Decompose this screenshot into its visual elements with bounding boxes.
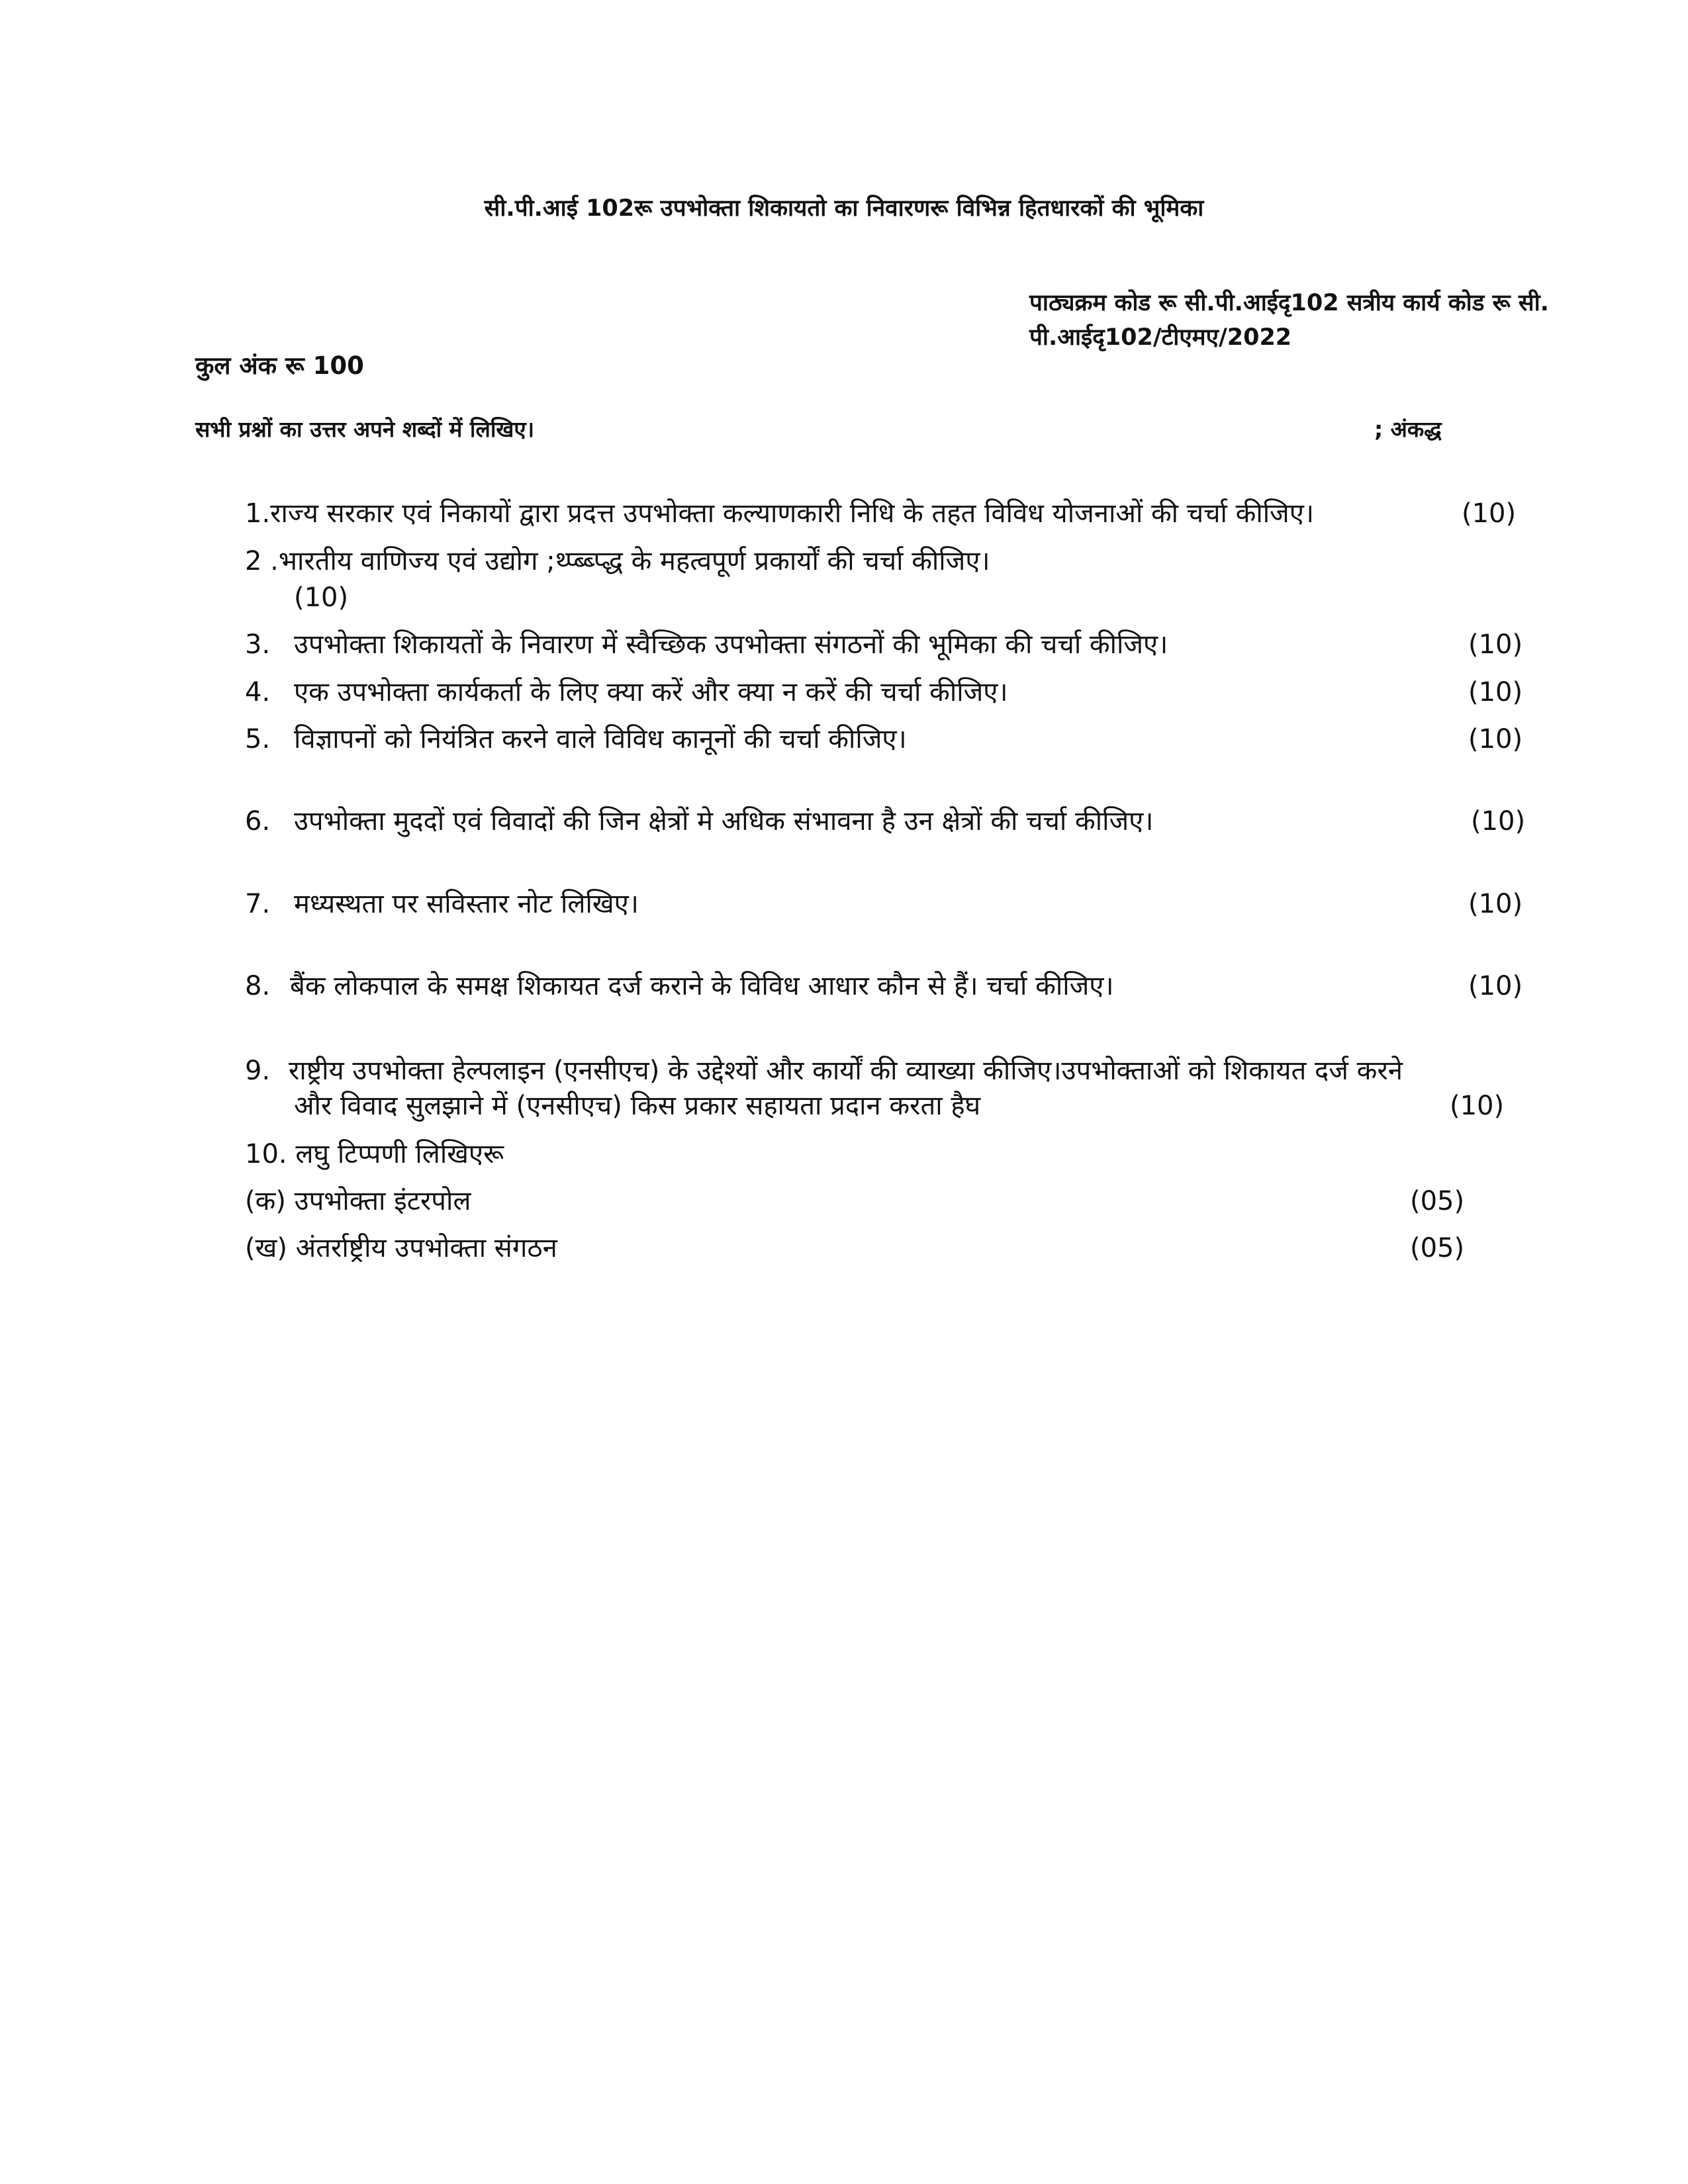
question-7-number: 7. [245,889,271,919]
question-number: 2 . [245,546,279,576]
question-3-marks: (10) [1468,629,1523,660]
question-8-text: बैंक लोकपाल के समक्ष शिकायत दर्ज कराने के विविध आधार कौन से हैं। चर्चा कीजिए। [290,971,1114,1001]
question-number: 10. [245,1139,287,1169]
question-8-number: 8. [245,971,271,1001]
question-9-text-line-2: और विवाद सुलझाने में (एनसीएच) किस प्रकार सहायता प्रदान करता हैघ [294,1091,981,1121]
question-6-marks: (10) [1471,806,1526,837]
total-marks: कुल अंक रू 100 [195,351,364,380]
page-title: सी.पी.आई 102रू उपभोक्ता शिकायतो का निवारणरू विभिन्न हितधारकों की भूमिका [484,195,1204,222]
question-text: राज्य सरकार एवं निकायों द्वारा प्रदत्त उपभोक्ता कल्याणकारी निधि के तहत विविध योजनाओं की चर्चा कीजिए। [270,498,1315,529]
question-4-marks: (10) [1468,677,1523,707]
question-6-text: उपभोक्ता मुददों एवं विवादों की जिन क्षेत्रों मे अधिक संभावना है उन क्षेत्रों की चर्चा कीजिए। [294,806,1154,837]
question-3-number: 3. [245,629,271,660]
question-2-marks: (10) [294,582,349,613]
question-7-marks: (10) [1468,889,1523,919]
question-3-text: उपभोक्ता शिकायतों के निवारण में स्वैच्छिक उपभोक्ता संगठनों की भूमिका की चर्चा कीजिए। [294,629,1168,660]
question-4-number: 4. [245,677,271,707]
question-8-marks: (10) [1468,971,1523,1001]
course-code-line-2: पी.आईदृ102/टीएमए/2022 [1029,324,1292,351]
sub-question-ka: (क) उपभोक्ता इंटरपोल [245,1186,471,1216]
instruction: सभी प्रश्नों का उत्तर अपने शब्दों में लिखिए। [195,416,535,442]
question-10 [245,1136,504,1173]
question-1-marks: (10) [1462,498,1517,529]
question-number: 1. [245,498,271,529]
sub-question-kha-marks: (05) [1410,1233,1465,1263]
marks-note: ; अंकद्ध [1374,416,1442,442]
question-4-text: एक उपभोक्ता कार्यकर्ता के लिए क्या करें और क्या न करें की चर्चा कीजिए। [294,677,1008,707]
question-text: लघु टिप्पणी लिखिएरू [295,1139,504,1169]
question-5-number: 5. [245,724,271,754]
question-5-marks: (10) [1468,724,1523,754]
question-text: भारतीय वाणिज्य एवं उद्योग ;थ्प्ब्ब्प्द्ध के महत्वपूर्ण प्रकार्यों की चर्चा कीजिए। [278,546,990,576]
course-code-block [1029,286,1549,355]
question-9-text-line-1: राष्ट्रीय उपभोक्ता हेल्पलाइन (एनसीएच) के उद्देश्यों और कार्यों की व्याख्या कीजिए।उपभोक्ताओं को शिकायत दर्ज करने [289,1056,1403,1086]
question-9-number: 9. [245,1056,271,1086]
sub-question-kha: (ख) अंतर्राष्ट्रीय उपभोक्ता संगठन [245,1233,557,1263]
question-5-text: विज्ञापनों को नियंत्रित करने वाले विविध कानूनों की चर्चा कीजिए। [294,724,907,754]
question-9-marks: (10) [1450,1091,1505,1121]
question-6-number: 6. [245,806,271,837]
sub-question-ka-marks: (05) [1410,1186,1465,1216]
question-7-text: मध्यस्थता पर सविस्तार नोट लिखिए। [294,889,639,919]
question-2 [245,543,990,580]
question-1 [245,495,1314,532]
course-code-line-1: पाठ्यक्रम कोड रू सी.पी.आईदृ102 सत्रीय कार्य कोड रू सी. [1029,290,1549,316]
